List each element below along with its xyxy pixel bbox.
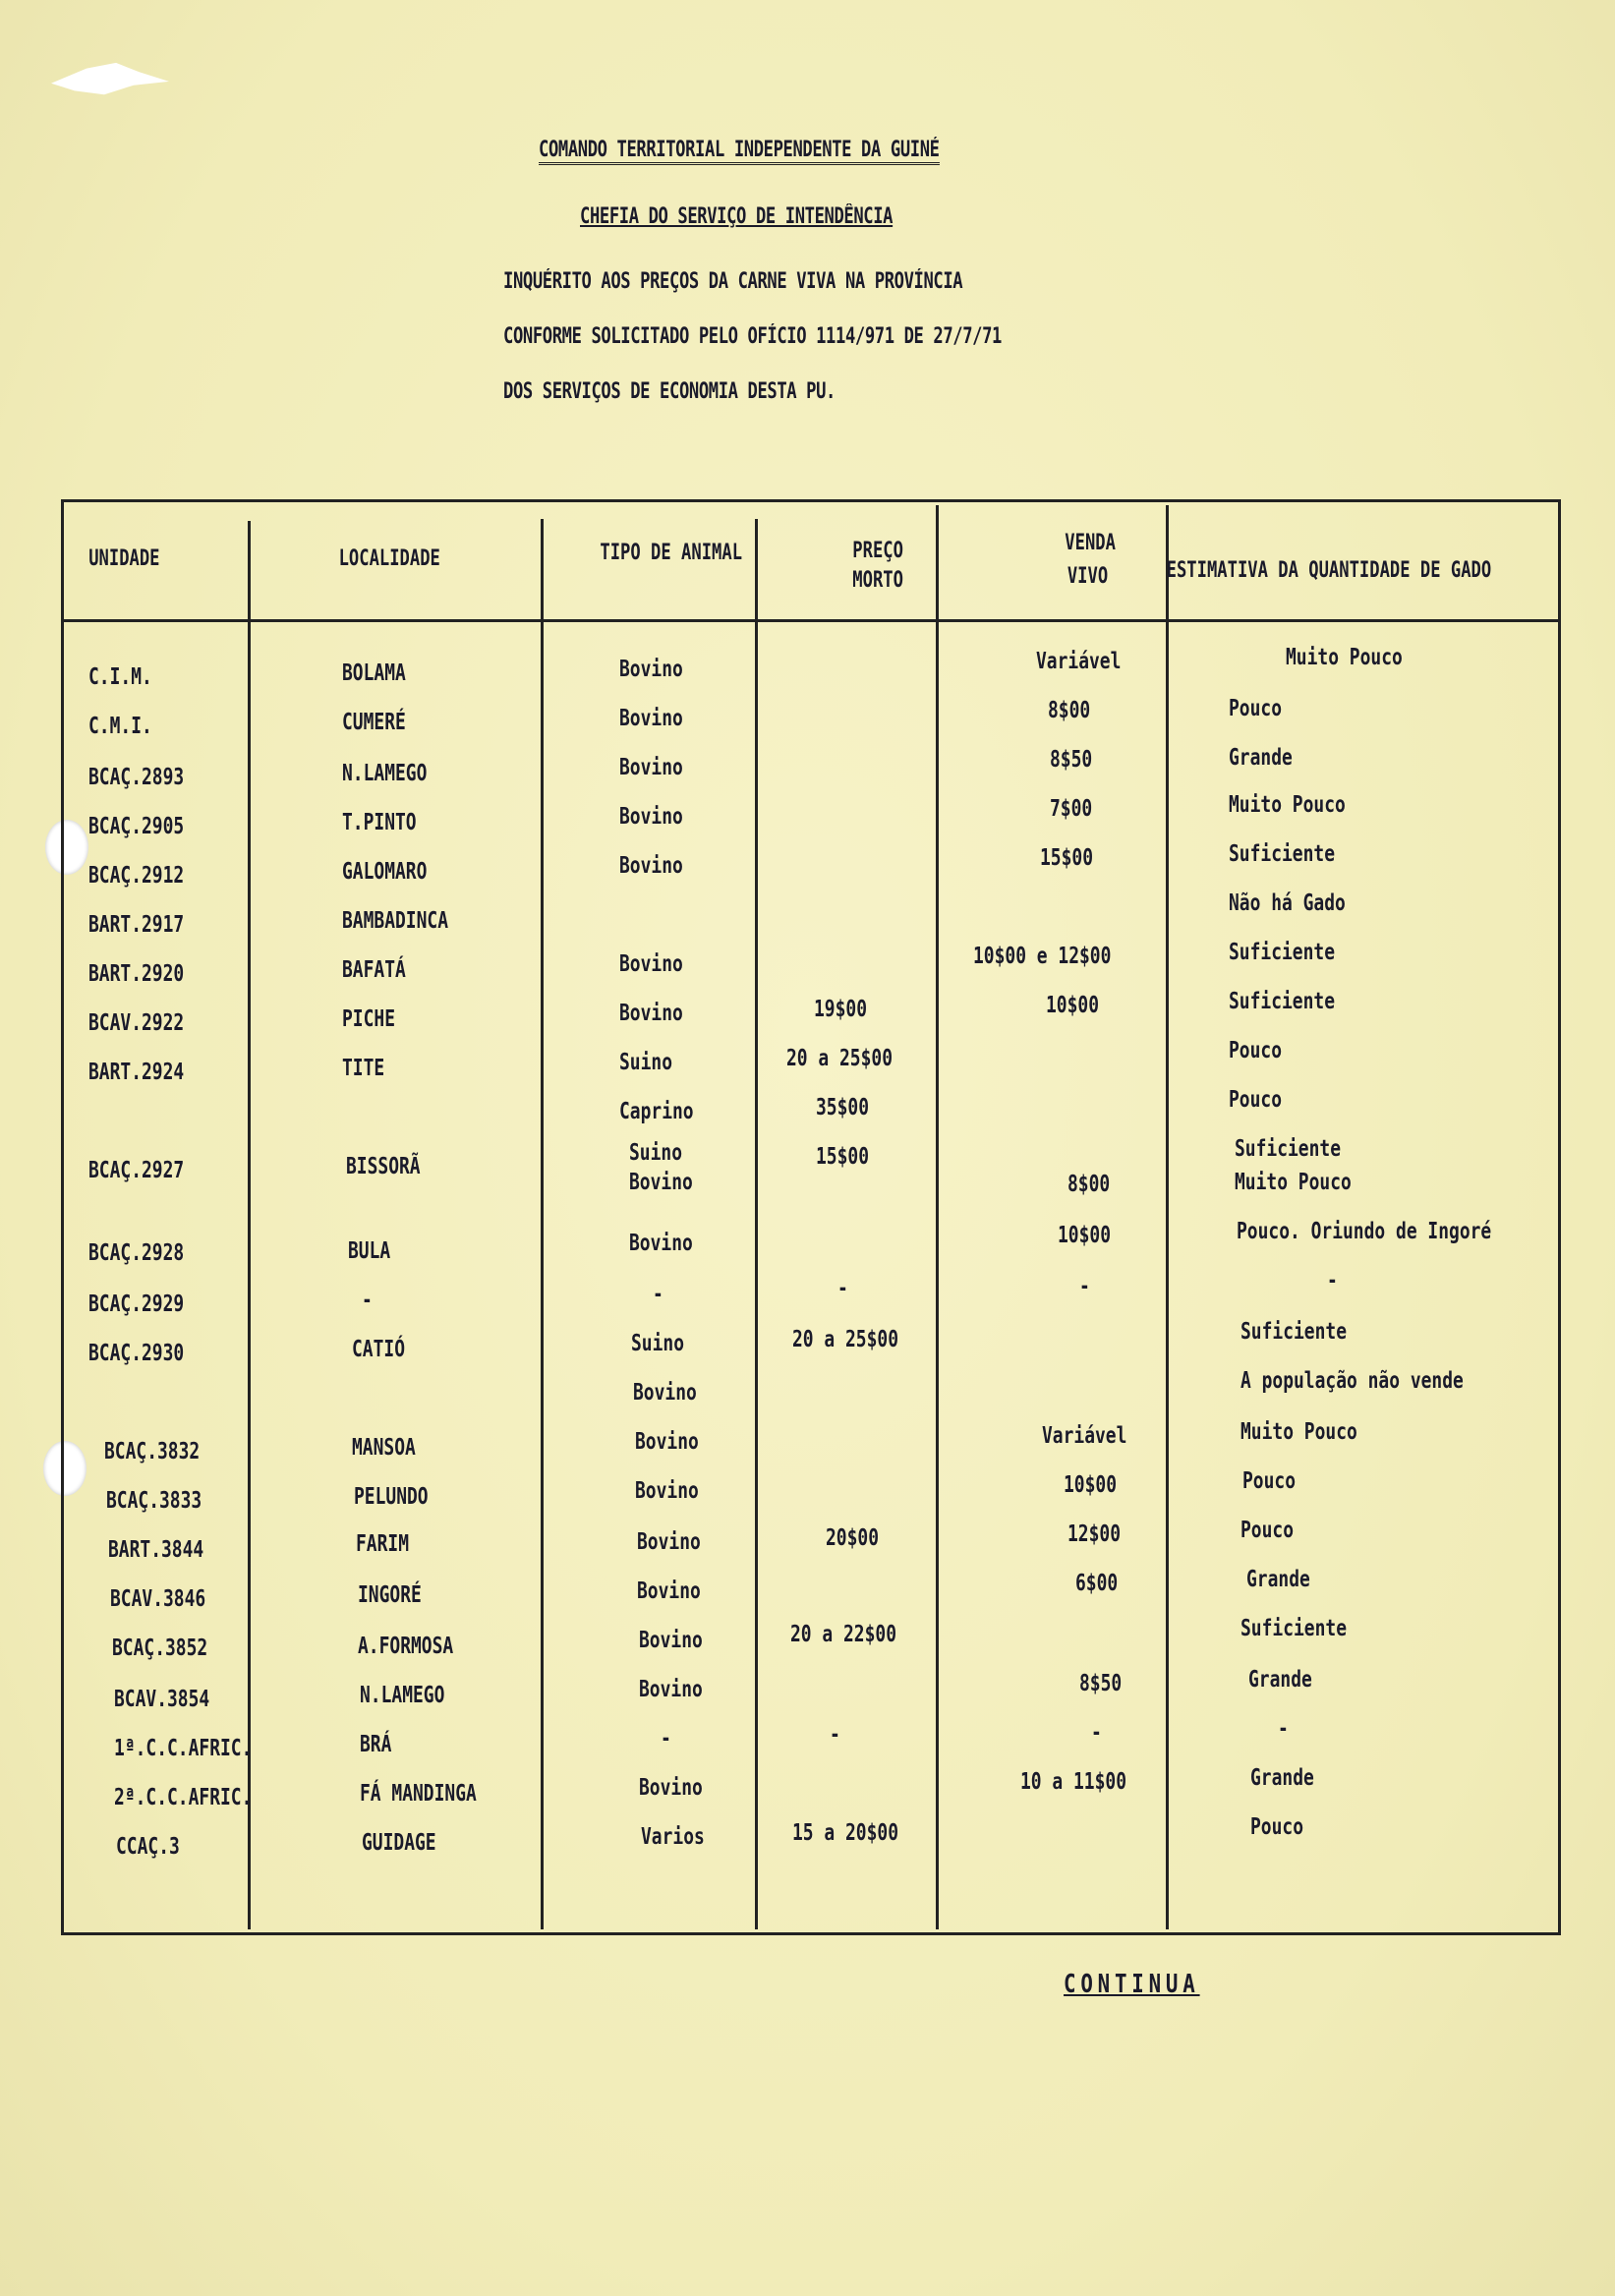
cell-venda: 10$00 e 12$00 [973,944,1112,969]
col-header-unidade: UNIDADE [88,546,160,571]
col-header-estimativa: ESTIMATIVA DA QUANTIDADE DE GADO [1166,558,1492,583]
cell-unidade: BCAÇ.2912 [88,863,185,889]
cell-estimativa: - [1278,1716,1289,1742]
cell-unidade: 2ª.C.C.AFRIC. [114,1785,253,1810]
col-header-vivo: VIVO [1067,564,1109,589]
header-line-3: INQUÉRITO AOS PREÇOS DA CARNE VIVA NA PROVÍNCIA [503,269,963,294]
cell-localidade: FÁ MANDINGA [360,1781,477,1807]
col-divider-3 [755,519,758,1929]
cell-estimativa: Não há Gado [1229,890,1346,916]
cell-venda: - [1079,1274,1090,1299]
col-header-tipo: TIPO DE ANIMAL [600,541,743,565]
cell-tipo: Bovino [619,755,683,780]
cell-estimativa: Grande [1248,1667,1312,1693]
cell-tipo: Bovino [633,1380,697,1406]
cell-tipo: Bovino [629,1231,693,1256]
cell-venda: 8$00 [1048,698,1091,723]
cell-unidade: BART.2917 [88,912,185,938]
cell-localidade: N.LAMEGO [342,761,428,786]
col-header-morto: MORTO [852,568,903,593]
cell-tipo: Bovino [619,853,683,879]
cell-estimativa: Muito Pouco [1240,1419,1357,1445]
cell-estimativa: Muito Pouco [1235,1170,1352,1195]
cell-unidade: BCAÇ.2893 [88,765,185,790]
cell-tipo: Bovino [635,1429,699,1455]
cell-venda: Variável [1042,1423,1127,1449]
cell-estimativa: Pouco [1229,1087,1283,1113]
cell-preco: 15 a 20$00 [792,1820,899,1846]
cell-localidade: INGORÉ [358,1582,422,1608]
cell-preco: - [837,1276,848,1301]
cell-localidade: BAFATÁ [342,957,406,983]
cell-tipo: Suino [631,1331,685,1356]
cell-localidade: GALOMARO [342,859,428,885]
cell-unidade: BCAV.2922 [88,1010,185,1036]
cell-tipo: Bovino [639,1628,703,1653]
cell-tipo: - [661,1726,671,1751]
col-header-preco: PREÇO [852,539,903,563]
cell-estimativa: Muito Pouco [1286,645,1403,670]
cell-preco: 35$00 [816,1095,870,1120]
cell-estimativa: Suficiente [1229,940,1336,965]
header-line-5: DOS SERVIÇOS DE ECONOMIA DESTA PU. [503,379,836,404]
cell-localidade: N.LAMEGO [360,1683,445,1708]
cell-estimativa: A população não vende [1240,1368,1464,1394]
cell-venda: 6$00 [1075,1571,1119,1596]
cell-tipo: Varios [641,1824,705,1850]
cell-estimativa: Pouco [1250,1814,1304,1840]
cell-estimativa: Pouco [1240,1518,1295,1543]
cell-estimativa: Suficiente [1240,1616,1348,1641]
header-divider [61,619,1558,622]
cell-localidade: PELUNDO [354,1484,429,1510]
cell-unidade: BCAÇ.2930 [88,1341,185,1366]
cell-estimativa: Grande [1250,1765,1314,1791]
cell-estimativa: Suficiente [1229,989,1336,1014]
cell-estimativa: Pouco [1242,1468,1297,1494]
cell-unidade: BCAÇ.2905 [88,814,185,839]
cell-unidade: BCAV.3846 [110,1586,206,1612]
header-line-1: COMANDO TERRITORIAL INDEPENDENTE DA GUINÉ [539,138,940,165]
cell-tipo: Bovino [619,706,683,731]
col-header-localidade: LOCALIDADE [338,546,440,571]
cell-localidade: BISSORÃ [346,1154,421,1179]
price-table [61,499,1561,1935]
cell-venda: 10$00 [1058,1223,1112,1248]
cell-venda: 8$00 [1067,1172,1111,1197]
cell-tipo: Suino [619,1050,673,1075]
cell-unidade: BCAÇ.2928 [88,1240,185,1266]
cell-unidade: BART.3844 [108,1537,204,1563]
col-divider-1 [248,521,251,1929]
cell-localidade: BULA [348,1238,391,1264]
torn-corner [51,61,169,98]
cell-estimativa: Pouco. Oriundo de Ingoré [1237,1219,1492,1244]
cell-unidade: C.M.I. [88,714,152,739]
cell-estimativa: Suficiente [1240,1319,1348,1345]
cell-estimativa: Grande [1229,745,1293,771]
cell-localidade: FARIM [356,1531,410,1557]
cell-venda: 7$00 [1050,796,1093,822]
cell-estimativa: Grande [1246,1567,1310,1592]
col-divider-2 [541,519,544,1929]
cell-preco: 20 a 22$00 [790,1622,897,1647]
cell-unidade: BART.2924 [88,1060,185,1085]
cell-tipo: Bovino [629,1170,693,1195]
cell-tipo: Suino [629,1140,683,1166]
cell-preco: 20 a 25$00 [792,1327,899,1352]
cell-tipo: Caprino [619,1099,694,1124]
cell-estimativa: - [1327,1268,1338,1293]
cell-tipo: - [653,1282,663,1307]
cell-venda: 10$00 [1064,1472,1118,1498]
cell-venda: 10$00 [1046,993,1100,1018]
cell-localidade: CUMERÉ [342,710,406,735]
cell-tipo: Bovino [637,1529,701,1555]
continua-label: CONTINUA [1064,1970,1200,1999]
cell-localidade: MANSOA [352,1435,416,1461]
cell-venda: Variável [1036,649,1122,674]
cell-unidade: BART.2920 [88,961,185,987]
cell-localidade: BOLAMA [342,660,406,686]
cell-tipo: Bovino [639,1775,703,1801]
cell-preco: 20$00 [826,1525,880,1551]
cell-unidade: BCAV.3854 [114,1687,210,1712]
header-line-4: CONFORME SOLICITADO PELO OFÍCIO 1114/971 DE 27/7/71 [503,324,1003,349]
cell-estimativa: Suficiente [1235,1136,1342,1162]
col-divider-4 [936,505,939,1929]
cell-tipo: Bovino [639,1677,703,1702]
cell-preco: - [830,1722,840,1748]
cell-estimativa: Muito Pouco [1229,792,1346,818]
cell-localidade: A.FORMOSA [358,1634,454,1659]
cell-tipo: Bovino [619,804,683,830]
cell-unidade: BCAÇ.3833 [106,1488,202,1514]
cell-tipo: Bovino [635,1478,699,1504]
cell-unidade: BCAÇ.3832 [104,1439,201,1464]
cell-venda: 15$00 [1040,845,1094,871]
cell-tipo: Bovino [619,1001,683,1026]
cell-unidade: 1ª.C.C.AFRIC. [114,1736,253,1761]
cell-tipo: Bovino [619,657,683,682]
cell-unidade: C.I.M. [88,664,152,690]
cell-preco: 20 a 25$00 [786,1046,894,1071]
cell-localidade: TITE [342,1056,385,1081]
header-line-2: CHEFIA DO SERVIÇO DE INTENDÊNCIA [580,204,894,229]
cell-preco: 15$00 [816,1144,870,1170]
cell-localidade: BAMBADINCA [342,908,449,934]
cell-estimativa: Pouco [1229,696,1283,721]
cell-unidade: BCAÇ.2929 [88,1292,185,1317]
cell-localidade: - [362,1288,373,1313]
cell-unidade: CCAÇ.3 [116,1834,180,1860]
cell-estimativa: Suficiente [1229,841,1336,867]
col-divider-5 [1166,505,1169,1929]
cell-localidade: PICHE [342,1006,396,1032]
cell-venda: 8$50 [1050,747,1093,773]
cell-unidade: BCAÇ.3852 [112,1636,208,1661]
cell-tipo: Bovino [637,1578,701,1604]
col-header-venda: VENDA [1065,531,1116,555]
cell-localidade: GUIDAGE [362,1830,436,1856]
cell-tipo: Bovino [619,951,683,977]
cell-localidade: T.PINTO [342,810,417,835]
cell-venda: - [1091,1720,1102,1746]
cell-preco: 19$00 [814,997,868,1022]
cell-venda: 10 a 11$00 [1020,1769,1127,1795]
cell-venda: 12$00 [1067,1521,1122,1547]
cell-venda: 8$50 [1079,1671,1123,1696]
cell-estimativa: Pouco [1229,1038,1283,1063]
cell-localidade: CATIÓ [352,1337,406,1362]
cell-unidade: BCAÇ.2927 [88,1158,185,1183]
cell-localidade: BRÁ [360,1732,392,1757]
